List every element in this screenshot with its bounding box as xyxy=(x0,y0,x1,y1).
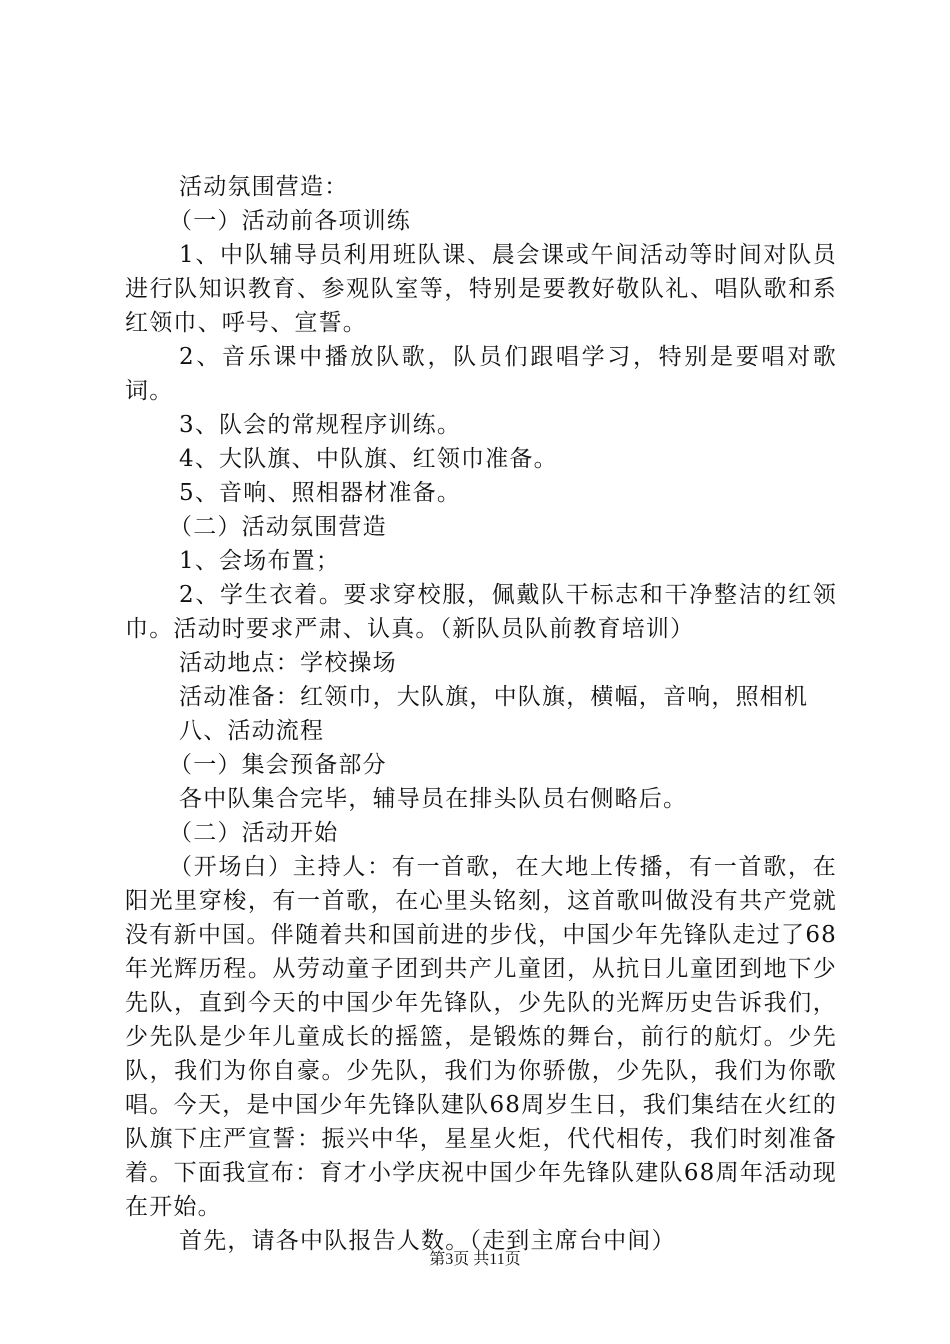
paragraph: 活动氛围营造： xyxy=(179,174,349,200)
section-heading: （二）活动开始 xyxy=(169,820,339,846)
paragraph: 2、音乐课中播放队歌，队员们跟唱学习，特别是要唱对歌词。 xyxy=(125,344,837,404)
page-footer: 第3页 共11页 xyxy=(429,1251,521,1268)
paragraph: 各中队集合完毕，辅导员在排头队员右侧略后。 xyxy=(179,786,688,812)
document-body xyxy=(125,170,837,1258)
paragraph: 4、大队旗、中队旗、红领巾准备。 xyxy=(179,446,558,472)
paragraph: 2、学生衣着。要求穿校服，佩戴队干标志和干净整洁的红领巾。活动时要求严肃、认真。（新队员队前教育培训） xyxy=(125,582,837,642)
paragraph: 5、音响、照相器材准备。 xyxy=(179,480,462,506)
paragraph: 1、会场布置； xyxy=(179,548,341,574)
paragraph: 首先，请各中队报告人数。（走到主席台中间） xyxy=(179,1228,676,1254)
section-heading: （一）活动前各项训练 xyxy=(169,208,411,234)
paragraph: 活动地点：学校操场 xyxy=(179,650,397,676)
section-heading: 八、活动流程 xyxy=(179,718,325,744)
section-heading: （一）集会预备部分 xyxy=(169,752,387,778)
paragraph: 1、中队辅导员利用班队课、晨会课或午间活动等时间对队员进行队知识教育、参观队室等，特别是要教好敬队礼、唱队歌和系红领巾、呼号、宣誓。 xyxy=(125,242,837,336)
paragraph: 3、队会的常规程序训练。 xyxy=(179,412,462,438)
paragraph: 活动准备：红领巾，大队旗，中队旗，横幅，音响，照相机 xyxy=(179,684,809,710)
section-heading: （二）活动氛围营造 xyxy=(169,514,387,540)
paragraph: （开场白）主持人：有一首歌，在大地上传播，有一首歌，在阳光里穿梭，有一首歌，在心里头铭刻，这首歌叫做没有共产党就没有新中国。伴随着共和国前进的步伐，中国少年先锋队走过了68年光辉历程。从劳动童子团到共产儿童团，从抗日儿童团到地下少先队，直到今天的中国少年先锋队，少先队的光辉历史告诉我们，少先队是少年儿童成长的摇篮，是锻炼的舞台，前行的航灯。少先队，我们为你自豪。少先队，我们为你骄傲，少先队，我们为你歌唱。今天，是中国少年先锋队建队68周岁生日，我们集结在火红的队旗下庄严宣誓：振兴中华，星星火炬，代代相传，我们时刻准备着。下面我宣布：育才小学庆祝中国少年先锋队建队68周年活动现在开始。 xyxy=(125,854,837,1220)
